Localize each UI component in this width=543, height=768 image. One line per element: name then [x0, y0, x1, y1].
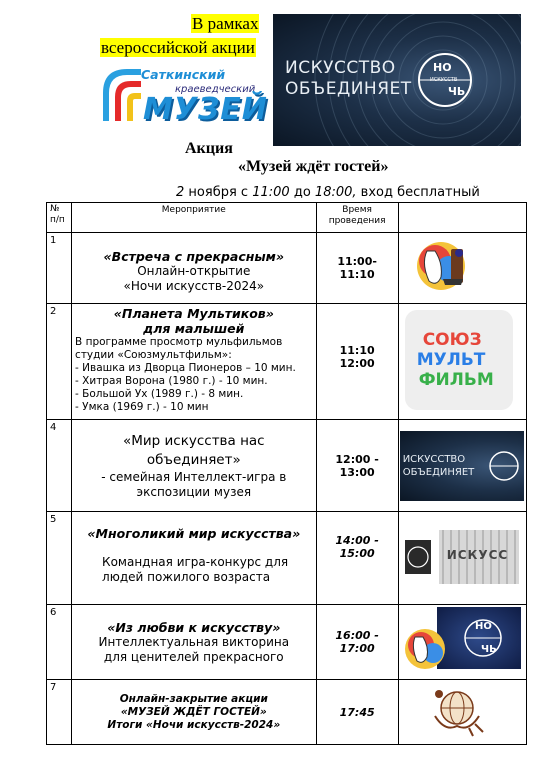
header-time: Время проведения	[316, 203, 398, 233]
table-header-row	[47, 203, 527, 233]
banner-emblem-bottom: ЧЬ	[448, 85, 466, 98]
row-num: 2	[47, 304, 72, 420]
event-line: людей пожилого возраста	[102, 570, 271, 584]
row-time: 14:00 - 15:00	[316, 512, 398, 605]
header-num: № п/п	[47, 203, 72, 233]
date-line	[176, 185, 480, 200]
date-month: ноября с	[188, 185, 249, 200]
row-event	[72, 420, 317, 512]
row-time: 17:45	[316, 680, 398, 745]
event-line: - семейная Интеллект-игра в	[101, 469, 287, 484]
header-event: Мероприятие	[72, 203, 317, 233]
event-title: «Планета Мультиков»	[113, 306, 274, 321]
event-title: «Многоликий мир искусства»	[87, 526, 301, 541]
event-line: Интеллектуальная викторина	[98, 634, 290, 649]
row-num: 1	[47, 233, 72, 304]
row-num: 6	[47, 605, 72, 680]
row-num: 7	[47, 680, 72, 745]
museum-logo-line1: Саткинский	[141, 67, 226, 82]
table-row	[47, 304, 527, 420]
event-title: «Мир искусства нас	[122, 432, 265, 449]
date-entry: вход бесплатный	[360, 185, 480, 200]
row-time: 11:00- 11:10	[316, 233, 398, 304]
row-event	[72, 233, 317, 304]
vintage-globe-icon	[399, 680, 527, 740]
date-day: 2	[176, 185, 185, 200]
header-image	[398, 203, 526, 233]
event-title: «Встреча с прекрасным»	[103, 248, 285, 264]
museum-logo-icon	[97, 63, 147, 127]
banner-line1: ИСКУССТВО	[285, 58, 396, 78]
theatre-masks-small-icon	[401, 623, 461, 683]
row-time: 12:00 - 13:00	[316, 420, 398, 512]
schedule-table	[46, 202, 527, 745]
museum-logo-line3: МУЗЕЙ	[143, 92, 268, 127]
banner-emblem-mid: ИСКУССТВ	[430, 77, 458, 83]
page-title-line1: Акция	[185, 140, 233, 157]
table-row	[47, 420, 527, 512]
row-event	[72, 304, 317, 420]
soyuzmultfilm-logo: СОЮЗ МУЛЬТ ФИЛЬМ	[405, 310, 513, 410]
row-event	[72, 605, 317, 680]
date-until: до	[293, 185, 311, 200]
row-time: 11:10 12:00	[316, 304, 398, 420]
event-line: Командная игра-конкурс для	[102, 555, 289, 569]
mini-banner: ИСКУССТВО ОБЪЕДИНЯЕТ	[400, 431, 524, 501]
mini-banner-emblem-icon	[400, 431, 524, 501]
svg-text:НО: НО	[474, 621, 492, 632]
svg-text:ЧЬ: ЧЬ	[480, 644, 497, 655]
event-line: экспозиции музея	[136, 484, 252, 499]
date-end: 18:00,	[314, 185, 357, 200]
page-title-line2: «Музей ждёт гостей»	[238, 158, 389, 175]
table-row	[47, 605, 527, 680]
row-event: Онлайн-закрытие акции «МУЗЕЙ ЖДЁТ ГОСТЕЙ» Итоги «Ночи искусств-2024»	[72, 680, 317, 745]
table-row	[47, 233, 527, 304]
banner-emblem-top: НО	[433, 61, 452, 74]
row-image	[398, 233, 526, 304]
event-line: для ценителей прекрасного	[103, 649, 284, 664]
event-program: В программе просмотр мульфильмов студии «Союзмультфильм»: - Ивашка из Дворца Пионеров – 10 мин. - Хитрая Ворона (1980 г.) - 10 мин. - Большой Ух (1989 г.) - 8 мин. - Умка (1969 г.) - 10 мин	[75, 336, 296, 413]
event-title: «Из любви к искусству»	[107, 619, 281, 635]
row-time: 16:00 - 17:00	[316, 605, 398, 680]
row-event	[72, 512, 317, 605]
theatre-masks-icon	[399, 233, 527, 299]
highlight-line-1: В рамках	[192, 14, 259, 33]
event-title: объединяет»	[146, 451, 241, 468]
row-num: 4	[47, 420, 72, 512]
row-num: 5	[47, 512, 72, 605]
night-of-arts-banner	[273, 14, 521, 146]
event-line: Онлайн-открытие	[137, 263, 251, 278]
row-image	[398, 512, 526, 605]
row-image	[398, 605, 526, 680]
event-subtitle: для малышей	[143, 321, 245, 336]
art-sign-text: ИСКУСС	[446, 548, 509, 562]
museum-logo	[97, 63, 267, 127]
museum-logo-line2: краеведческий	[175, 84, 256, 95]
highlight-line-2: всероссийской акции	[101, 38, 255, 57]
row-image	[398, 304, 526, 420]
banner-line2: ОБЪЕДИНЯЕТ	[285, 79, 412, 99]
date-start: 11:00	[252, 185, 290, 200]
table-row	[47, 512, 527, 605]
row-image	[398, 680, 526, 745]
table-row	[47, 680, 527, 745]
row-image	[398, 420, 526, 512]
event-line: «Ночи искусств-2024»	[123, 278, 265, 293]
